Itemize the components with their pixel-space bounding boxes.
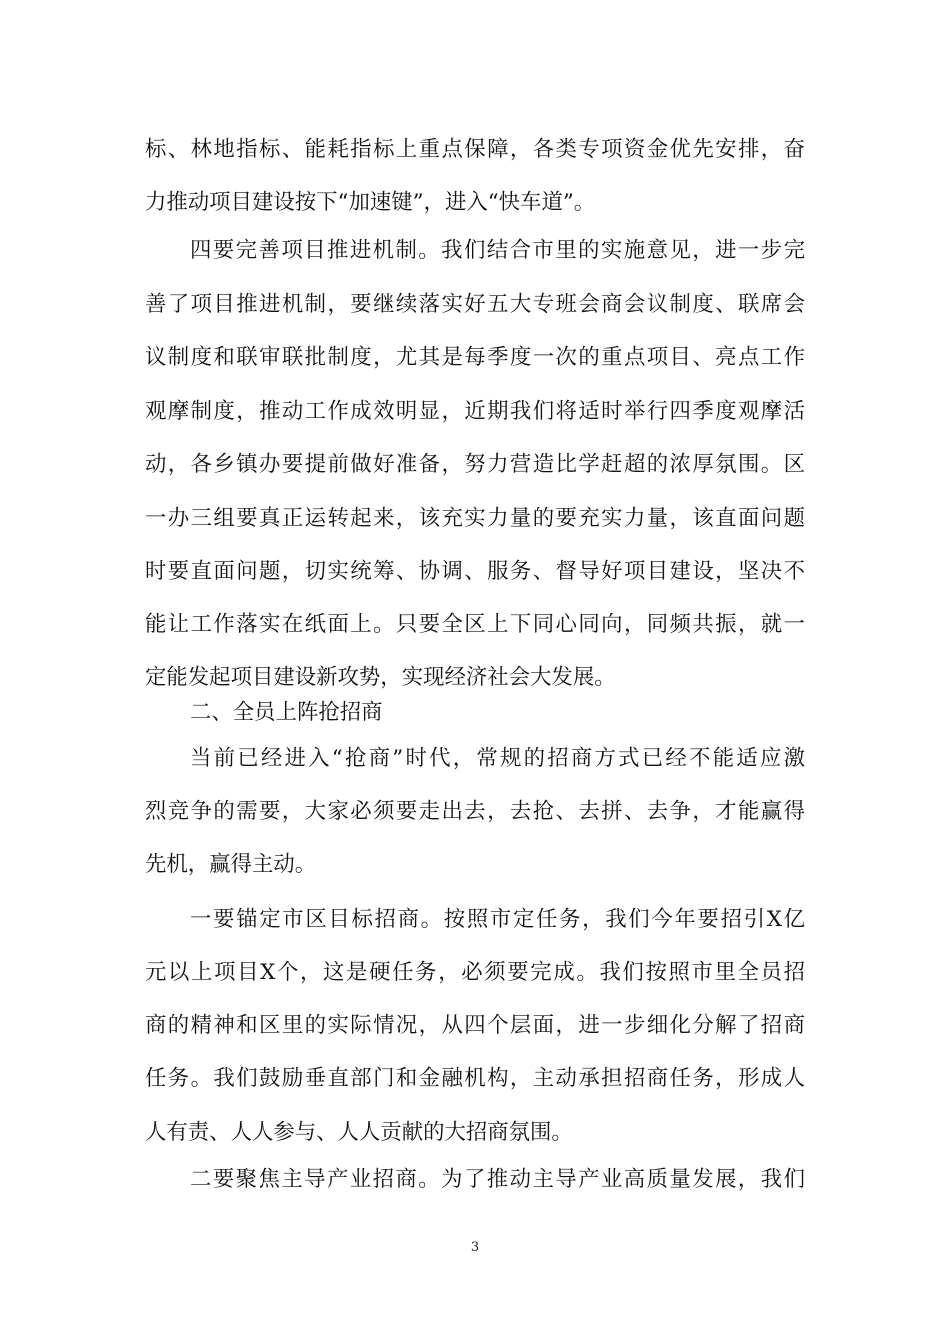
text-line: 观摩制度，推动工作成效明显，近期我们将适时举行四季度观摩活 bbox=[145, 399, 805, 424]
text-line: 元以上项目X个，这是硬任务，必须要完成。我们按照市里全员招 bbox=[145, 960, 805, 985]
text-line: 善了项目推进机制，要继续落实好五大专班会商会议制度、联席会 bbox=[145, 292, 805, 317]
page-number: 3 bbox=[470, 1240, 480, 1255]
text-line: 任务。我们鼓励垂直部门和金融机构，主动承担招商任务，形成人 bbox=[145, 1066, 805, 1091]
text-line: 动，各乡镇办要提前做好准备，努力营造比学赶超的浓厚氛围。区 bbox=[145, 452, 805, 477]
text-line: 力推动项目建设按下“加速键”，进入“快车道”。 bbox=[145, 190, 596, 215]
text-line: 一办三组要真正运转起来，该充实力量的要充实力量，该直面问题 bbox=[145, 506, 805, 531]
text-line: 议制度和联审联批制度，尤其是每季度一次的重点项目、亮点工作 bbox=[145, 345, 805, 370]
section-heading: 二、全员上阵抢招商 bbox=[190, 700, 383, 725]
text-line: 标、林地指标、能耗指标上重点保障，各类专项资金优先安排，奋 bbox=[145, 137, 805, 162]
text-line: 商的精神和区里的实际情况，从四个层面，进一步细化分解了招商 bbox=[145, 1013, 805, 1038]
text-line: 烈竞争的需要，大家必须要走出去，去抢、去拼、去争，才能赢得 bbox=[145, 799, 805, 824]
text-line: 先机，赢得主动。 bbox=[145, 852, 317, 877]
text-line: 当前已经进入“抢商”时代，常规的招商方式已经不能适应激 bbox=[190, 746, 805, 771]
text-line: 人有责、人人参与、人人贡献的大招商氛围。 bbox=[145, 1120, 573, 1145]
text-line: 一要锚定市区目标招商。按照市定任务，我们今年要招引X亿 bbox=[190, 907, 805, 932]
text-line: 能让工作落实在纸面上。只要全区上下同心同向，同频共振，就一 bbox=[145, 612, 805, 637]
text-line: 二要聚焦主导产业招商。为了推动主导产业高质量发展，我们 bbox=[190, 1167, 805, 1192]
text-line: 四要完善项目推进机制。我们结合市里的实施意见，进一步完 bbox=[190, 238, 805, 263]
text-line: 定能发起项目建设新攻势，实现经济社会大发展。 bbox=[145, 665, 616, 690]
text-line: 时要直面问题，切实统筹、协调、服务、督导好项目建设，坚决不 bbox=[145, 559, 805, 584]
